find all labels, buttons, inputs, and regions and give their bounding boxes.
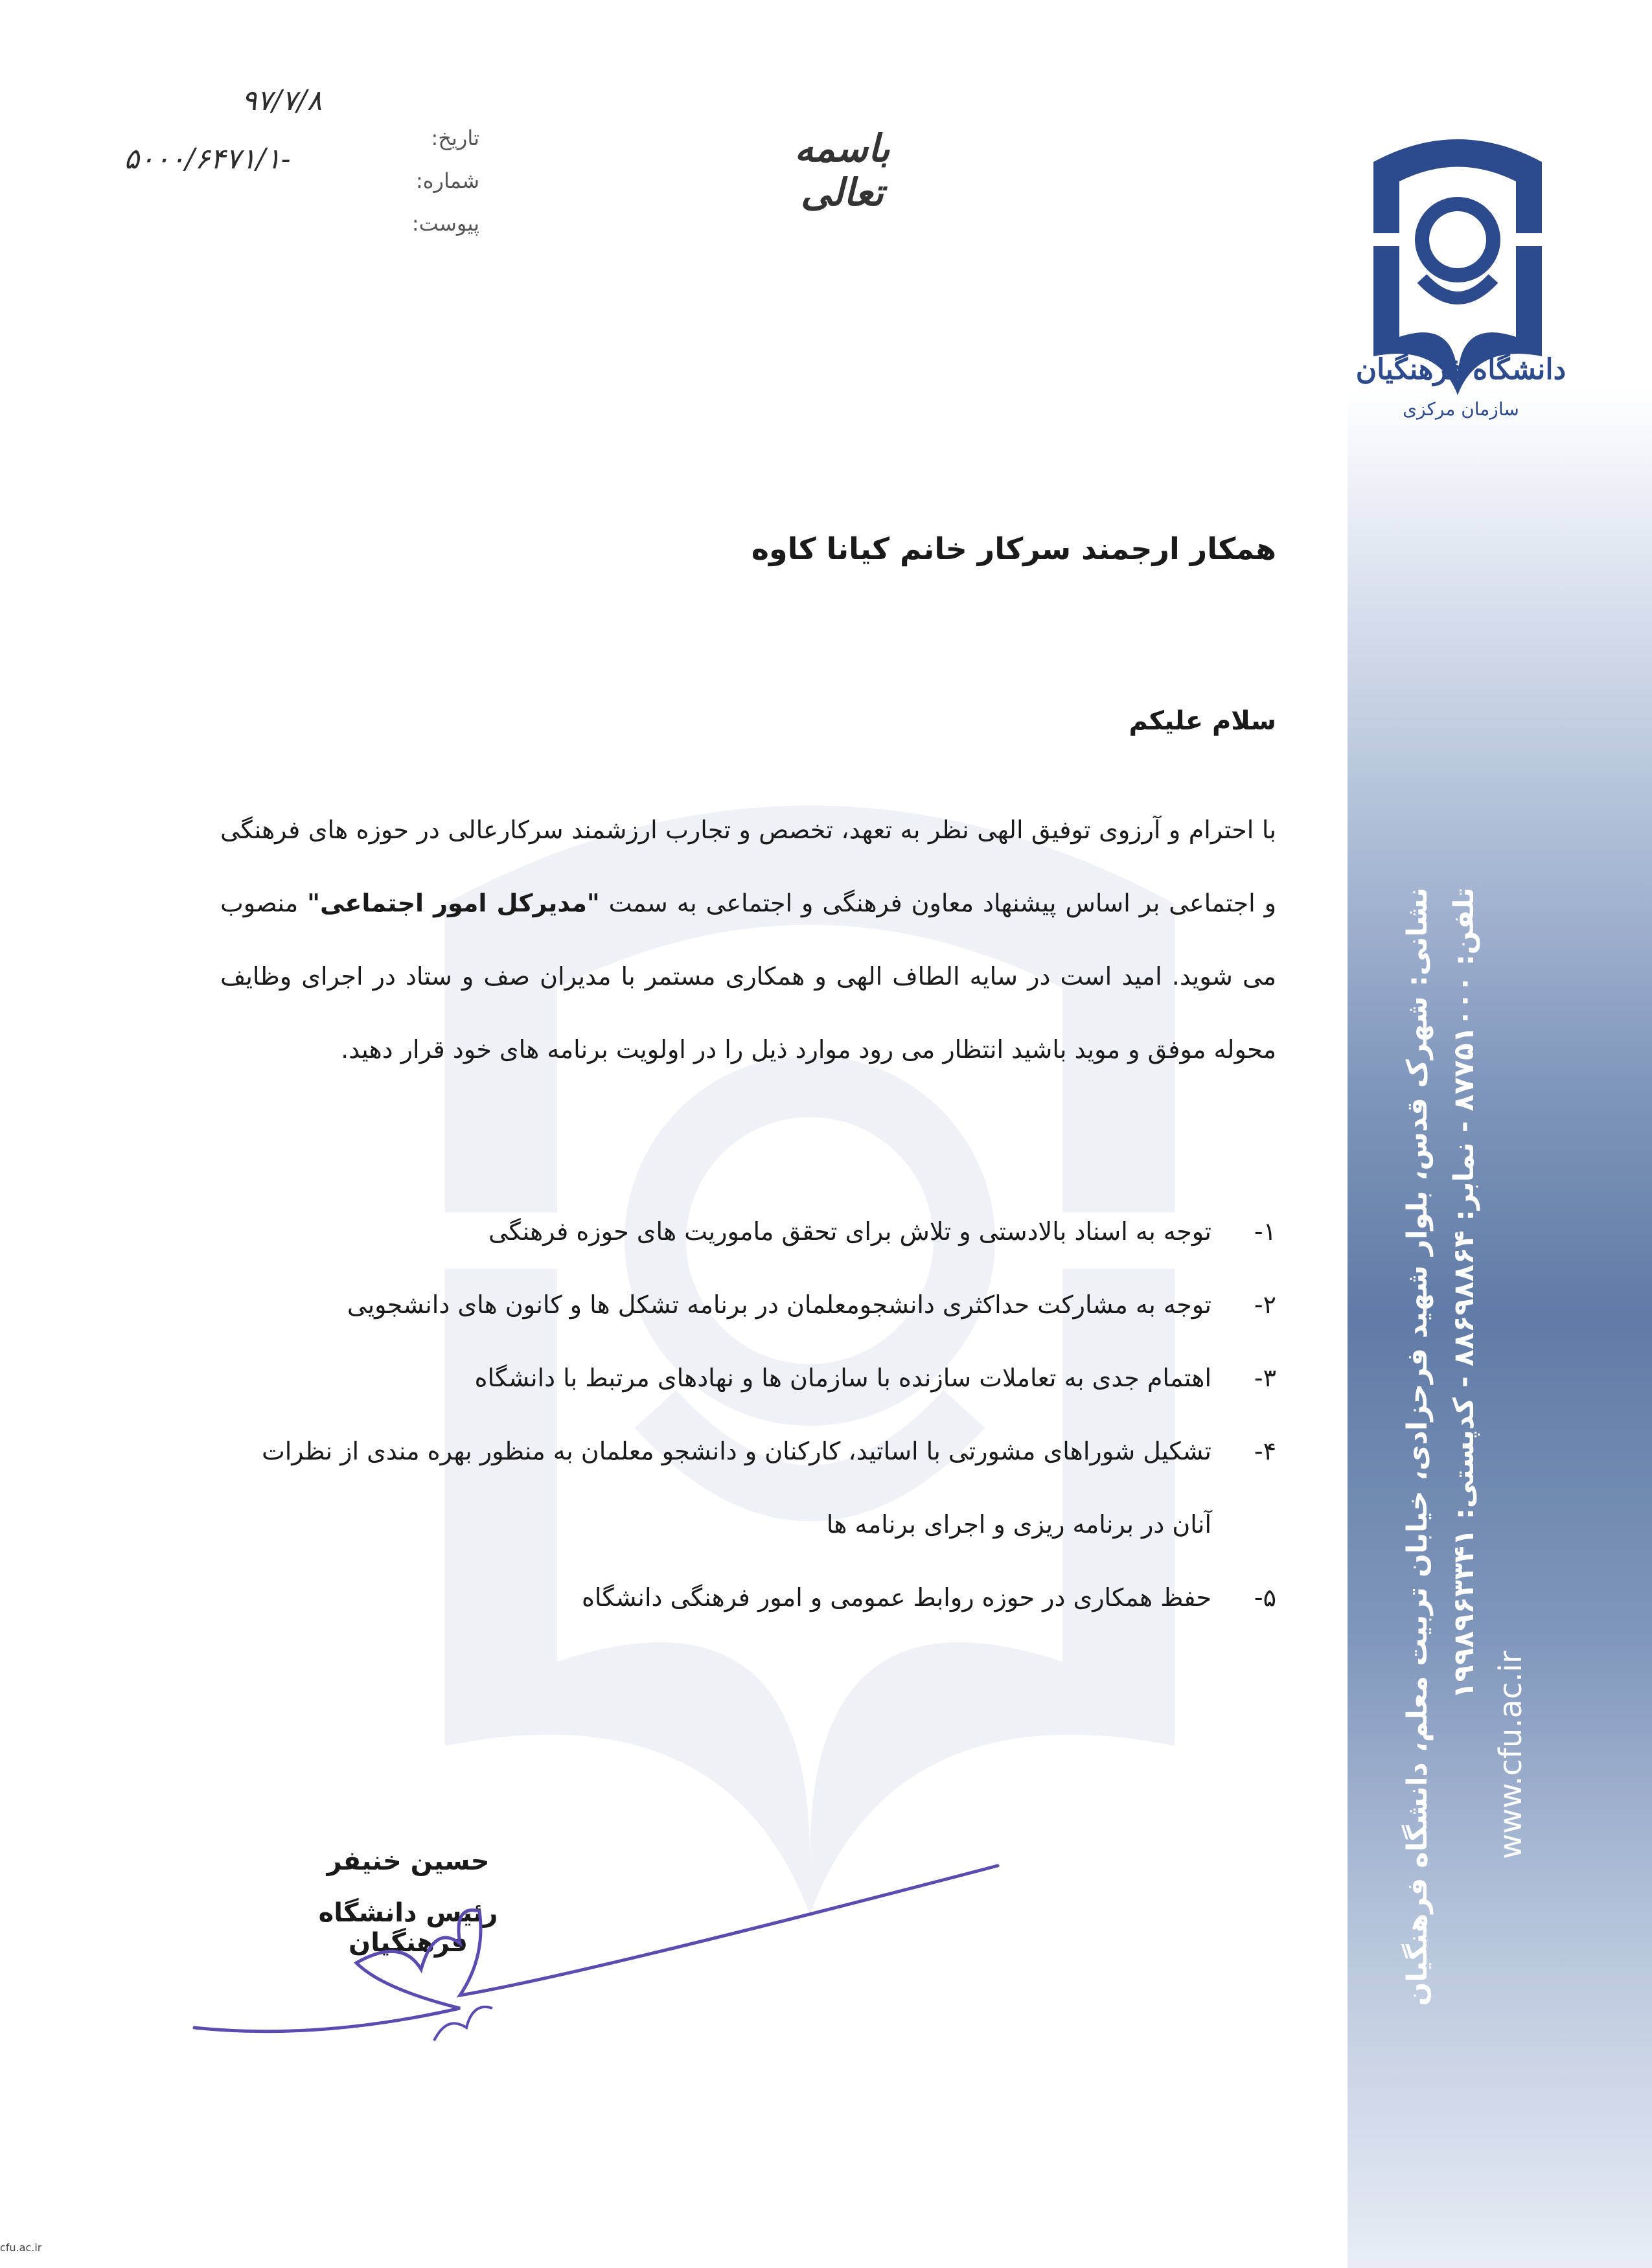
date-label: تاریخ: bbox=[431, 126, 479, 150]
list-item bbox=[220, 1195, 1276, 1268]
org-unit: سازمان مرکزی bbox=[1403, 398, 1519, 420]
item-text: تشکیل شوراهای مشورتی با اساتید، کارکنان و دانشجو معلمان به منظور بهره مندی از نظرات آنان در برنامه ریزی و اجرای برنامه ها bbox=[261, 1437, 1211, 1539]
handwritten-date: ۹۷/۷/۸ bbox=[241, 84, 323, 117]
address-line: نشانی: شهرک قدس، بلوار شهید فرحزادی، خیابان تربیت معلم، دانشگاه فرهنگیان bbox=[1401, 888, 1434, 2006]
list-item bbox=[220, 1415, 1276, 1561]
list-item bbox=[220, 1561, 1276, 1634]
position-title: "مدیرکل امور اجتماعی" bbox=[307, 889, 600, 917]
signature-icon bbox=[188, 1846, 1017, 2092]
item-text: حفظ همکاری در حوزه روابط عمومی و امور فرهنگی دانشگاه bbox=[582, 1583, 1211, 1612]
item-number: ۱- bbox=[1254, 1217, 1276, 1246]
item-number: ۲- bbox=[1254, 1290, 1276, 1319]
handwritten-number: ۵۰۰۰/۶۴۷۱/۱- bbox=[124, 143, 291, 176]
website-link[interactable]: www.cfu.ac.ir bbox=[1493, 1651, 1529, 1859]
salutation: سلام علیکم bbox=[1129, 706, 1276, 736]
duties-list bbox=[220, 1195, 1276, 1634]
para-before: با احترام و آرزوی توفیق الهی نظر به تعهد، تخصص و تجارب ارزشمند سرکارعالی در حوزه های فرهنگی و اجتماعی بر اساس پیشنهاد معاون فرهنگی و اجتماعی به سمت bbox=[220, 816, 1276, 917]
invocation-heading: باسمه تعالی bbox=[794, 126, 890, 214]
university-name: دانشگاه فرهنگیان bbox=[1355, 353, 1566, 386]
item-number: ۵- bbox=[1254, 1583, 1276, 1612]
signer-name: حسین خنیفر bbox=[327, 1846, 490, 1876]
list-item bbox=[220, 1342, 1276, 1415]
body-paragraph bbox=[220, 794, 1276, 1086]
addressee: همکار ارجمند سرکار خانم کیانا کاوه bbox=[751, 531, 1276, 566]
number-label: شماره: bbox=[415, 168, 479, 193]
item-text: اهتمام جدی به تعاملات سازنده با سازمان ها و نهادهای مرتبط با دانشگاه bbox=[474, 1364, 1211, 1392]
para-after: منصوب می شوید. امید است در سایه الطاف الهی و همکاری مستمر با مدیران صف و ستاد در اجرای وظایف محوله موفق و موید باشید انتظار می رود موارد ذیل را در اولویت برنامه های خود قرار دهید. bbox=[220, 889, 1276, 1064]
attachment-label: پیوست: bbox=[411, 211, 479, 236]
contact-line: تلفن: ۸۷۷۵۱۰۰۰ - نمابر: ۸۸۶۹۸۸۶۴ - کدپستی: ۱۹۹۸۹۶۳۳۴۱ bbox=[1448, 888, 1480, 1699]
letter-meta bbox=[363, 117, 479, 245]
list-item bbox=[220, 1268, 1276, 1342]
item-text: توجه به مشارکت حداکثری دانشجومعلمان در برنامه تشکل ها و کانون های دانشجویی bbox=[347, 1290, 1211, 1319]
item-text: توجه به اسناد بالادستی و تلاش برای تحقق ماموریت های حوزه فرهنگی bbox=[488, 1217, 1211, 1246]
contact-strip bbox=[1348, 881, 1581, 2006]
item-number: ۴- bbox=[1254, 1437, 1276, 1465]
footer-mark: cfu.ac.ir bbox=[0, 2241, 42, 2254]
item-number: ۳- bbox=[1254, 1364, 1276, 1392]
signer-title: رئیس دانشگاه فرهنگیان bbox=[318, 1898, 498, 1958]
